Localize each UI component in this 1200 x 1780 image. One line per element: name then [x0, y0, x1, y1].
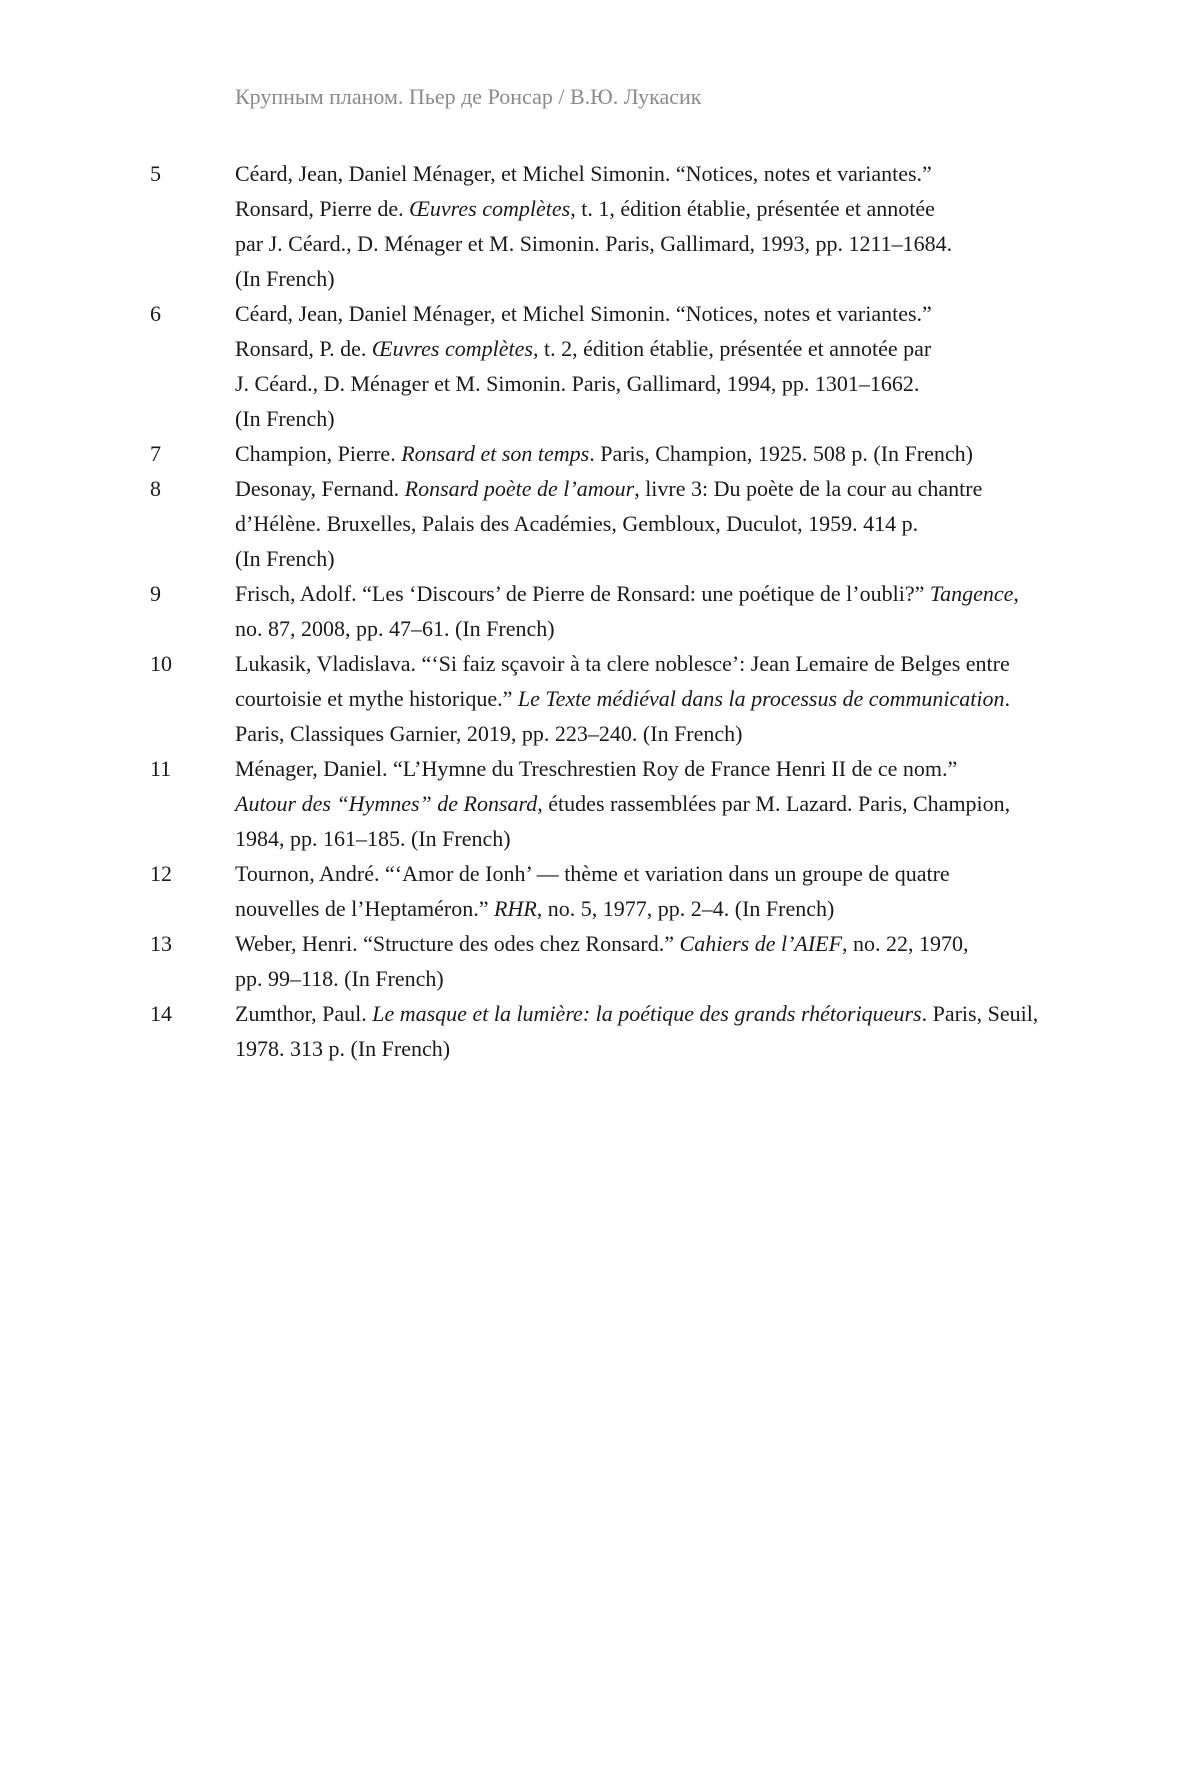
reference-number: 6: [150, 301, 161, 326]
reference-number: 9: [150, 581, 161, 606]
reference-text: , t. 2, édition établie, présentée et annotée par: [532, 336, 932, 361]
reference-text: Tournon, André. “‘Amor de Ionh’ — thème et variation dans un groupe de quatre: [235, 861, 950, 886]
reference-text: nouvelles de l’Heptaméron.”: [235, 896, 495, 921]
reference-line: [235, 716, 1200, 751]
reference-text: .: [1004, 686, 1010, 711]
reference-title-italic: Ronsard poète de l’amour: [404, 476, 635, 501]
reference-entry: [0, 646, 1200, 751]
reference-text: , études rassemblées par M. Lazard. Paris, Champion,: [537, 791, 1011, 816]
reference-line: [235, 961, 1200, 996]
reference-text: d’Hélène. Bruxelles, Palais des Académies, Gembloux, Duculot, 1959. 414 p.: [235, 511, 919, 536]
reference-number: 5: [150, 161, 161, 186]
reference-line: [235, 611, 1200, 646]
reference-line: [235, 856, 1200, 891]
reference-text: Paris, Classiques Garnier, 2019, pp. 223–240. (In French): [235, 721, 743, 746]
reference-line: [235, 261, 1200, 296]
reference-line: [235, 576, 1200, 611]
reference-line: [235, 751, 1200, 786]
reference-entry: [0, 156, 1200, 296]
reference-line: [235, 191, 1200, 226]
reference-line: [235, 436, 1200, 471]
reference-text: (In French): [235, 266, 335, 291]
reference-title-italic: RHR: [494, 896, 537, 921]
reference-text: par J. Céard., D. Ménager et M. Simonin. Paris, Gallimard, 1993, pp. 1211–1684.: [235, 231, 953, 256]
reference-line: [235, 996, 1200, 1031]
reference-entry: [0, 996, 1200, 1066]
reference-line: [235, 471, 1200, 506]
reference-text: (In French): [235, 546, 335, 571]
reference-line: [235, 156, 1200, 191]
reference-line: [235, 401, 1200, 436]
reference-title-italic: Œuvres complètes: [371, 336, 533, 361]
reference-number: 11: [150, 756, 172, 781]
reference-text: Ménager, Daniel. “L’Hymne du Treschrestien Roy de France Henri II de ce nom.”: [235, 756, 958, 781]
reference-line: [235, 541, 1200, 576]
reference-text: , no. 5, 1977, pp. 2–4. (In French): [536, 896, 835, 921]
reference-line: [235, 506, 1200, 541]
reference-title-italic: Le masque et la lumière: la poétique des grands rhétoriqueurs: [372, 1001, 922, 1026]
reference-entry: [0, 296, 1200, 436]
reference-text: pp. 99–118. (In French): [235, 966, 444, 991]
reference-number: 7: [150, 441, 161, 466]
reference-line: [235, 366, 1200, 401]
reference-line: [235, 681, 1200, 716]
reference-text: Weber, Henri. “Structure des odes chez Ronsard.”: [235, 931, 680, 956]
reference-text: Desonay, Fernand.: [235, 476, 405, 501]
reference-text: J. Céard., D. Ménager et M. Simonin. Paris, Gallimard, 1994, pp. 1301–1662.: [235, 371, 920, 396]
reference-entry: [0, 576, 1200, 646]
reference-text: courtoisie et mythe historique.”: [235, 686, 518, 711]
reference-list: [0, 156, 1200, 1066]
reference-number: 13: [150, 931, 172, 956]
reference-text: (In French): [235, 406, 335, 431]
reference-title-italic: Ronsard et son temps: [401, 441, 590, 466]
reference-text: , t. 1, édition établie, présentée et annotée: [570, 196, 935, 221]
reference-text: Ronsard, P. de.: [235, 336, 372, 361]
reference-text: Frisch, Adolf. “Les ‘Discours’ de Pierre de Ronsard: une poétique de l’oubli?”: [235, 581, 930, 606]
reference-line: [235, 786, 1200, 821]
reference-title-italic: Autour des “Hymnes” de Ronsard: [235, 791, 538, 816]
reference-entry: [0, 436, 1200, 471]
reference-title-italic: Tangence: [929, 581, 1014, 606]
reference-line: [235, 926, 1200, 961]
reference-line: [235, 821, 1200, 856]
reference-text: . Paris, Champion, 1925. 508 p. (In French): [589, 441, 973, 466]
reference-text: Champion, Pierre.: [235, 441, 402, 466]
running-head: Крупным планом. Пьер де Ронсар / В.Ю. Лукасик: [235, 84, 702, 109]
reference-line: [235, 331, 1200, 366]
reference-text: . Paris, Seuil,: [921, 1001, 1039, 1026]
reference-text: no. 87, 2008, pp. 47–61. (In French): [235, 616, 555, 641]
reference-entry: [0, 471, 1200, 576]
reference-entry: [0, 856, 1200, 926]
reference-title-italic: Œuvres complètes: [409, 196, 571, 221]
reference-line: [235, 891, 1200, 926]
reference-text: 1978. 313 p. (In French): [235, 1036, 451, 1061]
reference-number: 12: [150, 861, 172, 886]
reference-text: Céard, Jean, Daniel Ménager, et Michel Simonin. “Notices, notes et variantes.”: [235, 301, 932, 326]
reference-line: [235, 1031, 1200, 1066]
reference-text: 1984, pp. 161–185. (In French): [235, 826, 511, 851]
reference-number: 10: [150, 651, 172, 676]
reference-number: 8: [150, 476, 161, 501]
reference-text: Céard, Jean, Daniel Ménager, et Michel Simonin. “Notices, notes et variantes.”: [235, 161, 932, 186]
reference-line: [235, 296, 1200, 331]
reference-entry: [0, 926, 1200, 996]
reference-text: , no. 22, 1970,: [842, 931, 969, 956]
reference-title-italic: Cahiers de l’AIEF: [679, 931, 843, 956]
reference-text: Lukasik, Vladislava. “‘Si faiz sçavoir à ta clere noblesce’: Jean Lemaire de Belges entre: [235, 651, 1010, 676]
reference-text: , livre 3: Du poète de la cour au chantre: [634, 476, 983, 501]
reference-number: 14: [150, 1001, 172, 1026]
reference-text: Zumthor, Paul.: [235, 1001, 373, 1026]
reference-line: [235, 226, 1200, 261]
reference-text: Ronsard, Pierre de.: [235, 196, 410, 221]
reference-text: ,: [1013, 581, 1019, 606]
reference-title-italic: Le Texte médiéval dans la processus de communication: [517, 686, 1005, 711]
reference-entry: [0, 751, 1200, 856]
reference-line: [235, 646, 1200, 681]
